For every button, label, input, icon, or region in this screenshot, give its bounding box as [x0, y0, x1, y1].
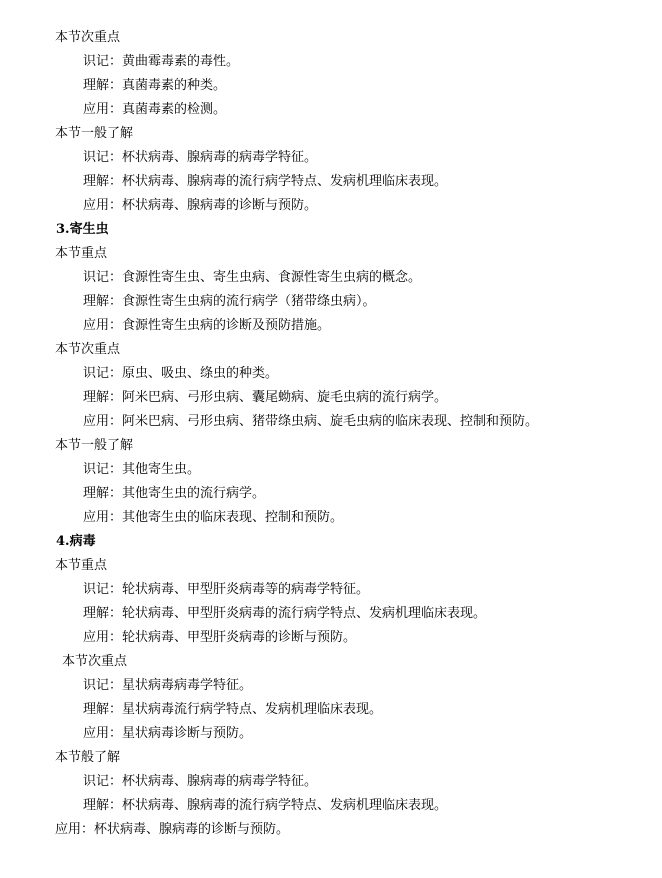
list-item: 应用：杯状病毒、腺病毒的诊断与预防。	[83, 198, 318, 213]
subsection-heading: 本节重点	[55, 558, 108, 573]
section-title: 4.病毒	[56, 534, 96, 549]
list-item: 识记：其他寄生虫。	[83, 462, 201, 477]
list-item: 应用：真菌毒素的检测。	[83, 102, 227, 117]
list-item: 应用：星状病毒诊断与预防。	[83, 726, 253, 741]
subsection-heading: 本节一般了解	[55, 438, 134, 453]
list-item: 应用：食源性寄生虫病的诊断及预防措施。	[83, 318, 331, 333]
subsection-heading: 本节次重点	[62, 654, 128, 669]
list-item: 理解：阿米巴病、弓形虫病、囊尾蚴病、旋毛虫病的流行病学。	[83, 390, 448, 405]
list-item: 应用：轮状病毒、甲型肝炎病毒的诊断与预防。	[83, 630, 357, 645]
list-item: 识记：杯状病毒、腺病毒的病毒学特征。	[83, 150, 318, 165]
list-item: 理解：星状病毒流行病学特点、发病机理临床表现。	[83, 702, 383, 717]
subsection-heading: 本节次重点	[55, 30, 121, 45]
list-item: 理解：杯状病毒、腺病毒的流行病学特点、发病机理临床表现。	[83, 798, 448, 813]
list-item: 识记：星状病毒病毒学特征。	[83, 678, 253, 693]
list-item: 识记：食源性寄生虫、寄生虫病、食源性寄生虫病的概念。	[83, 270, 422, 285]
list-item: 识记：杯状病毒、腺病毒的病毒学特征。	[83, 774, 318, 789]
list-item: 应用：阿米巴病、弓形虫病、猪带绦虫病、旋毛虫病的临床表现、控制和预防。	[83, 414, 539, 429]
list-item: 识记：原虫、吸虫、绦虫的种类。	[83, 366, 279, 381]
list-item: 理解：其他寄生虫的流行病学。	[83, 486, 266, 501]
list-item: 理解：杯状病毒、腺病毒的流行病学特点、发病机理临床表现。	[83, 174, 448, 189]
subsection-heading: 本节般了解	[55, 750, 121, 765]
section-title: 3.寄生虫	[56, 222, 109, 237]
subsection-heading: 本节一般了解	[55, 126, 134, 141]
list-item: 识记：轮状病毒、甲型肝炎病毒等的病毒学特征。	[83, 582, 370, 597]
list-item: 应用：其他寄生虫的临床表现、控制和预防。	[83, 510, 344, 525]
list-item: 理解：轮状病毒、甲型肝炎病毒的流行病学特点、发病机理临床表现。	[83, 606, 487, 621]
list-item-unindented: 应用：杯状病毒、腺病毒的诊断与预防。	[55, 822, 290, 837]
list-item: 理解：真菌毒素的种类。	[83, 78, 227, 93]
subsection-heading: 本节重点	[55, 246, 108, 261]
list-item: 识记：黄曲霉毒素的毒性。	[83, 54, 240, 69]
list-item: 理解：食源性寄生虫病的流行病学（猪带绦虫病）。	[83, 294, 376, 309]
subsection-heading: 本节次重点	[55, 342, 121, 357]
